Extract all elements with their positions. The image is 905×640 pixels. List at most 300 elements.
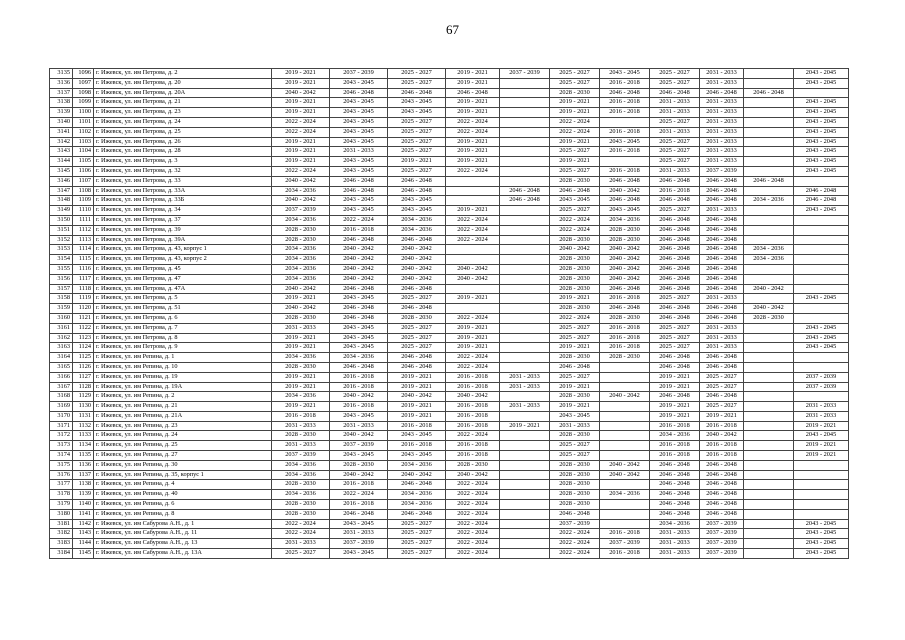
period-cell: 2043 - 2045: [388, 98, 446, 108]
period-cell: 2028 - 2030: [550, 176, 600, 186]
period-cell: 2046 - 2048: [650, 235, 700, 245]
period-cell: [600, 431, 650, 441]
address-cell: г. Ижевск, ул. им Репина, д. 1: [94, 353, 272, 363]
period-cell: 2019 - 2021: [388, 372, 446, 382]
period-cell: [500, 451, 550, 461]
period-cell: 2019 - 2021: [700, 411, 744, 421]
address-cell: г. Ижевск, ул. им Сабурова А.Н., д. 13А: [94, 549, 272, 559]
item-number-cell: 1114: [73, 245, 94, 255]
period-cell: 2046 - 2048: [650, 490, 700, 500]
period-cell: 2046 - 2048: [550, 509, 600, 519]
period-cell: 2037 - 2039: [330, 539, 388, 549]
period-cell: [794, 362, 849, 372]
period-cell: [500, 147, 550, 157]
schedule-table: [49, 68, 849, 559]
period-cell: 2046 - 2048: [550, 186, 600, 196]
period-cell: 2043 - 2045: [600, 206, 650, 216]
row-number-cell: 3164: [50, 353, 73, 363]
period-cell: 2046 - 2048: [650, 264, 700, 274]
period-cell: [446, 245, 500, 255]
period-cell: [600, 500, 650, 510]
row-number-cell: 3137: [50, 88, 73, 98]
table-row: [50, 519, 849, 529]
period-cell: 2034 - 2036: [744, 245, 794, 255]
period-cell: [744, 264, 794, 274]
period-cell: 2034 - 2036: [744, 196, 794, 206]
period-cell: [794, 392, 849, 402]
address-cell: г. Ижевск, ул. им Петрова, д. 7: [94, 323, 272, 333]
period-cell: 2019 - 2021: [446, 147, 500, 157]
table-row: [50, 255, 849, 265]
address-cell: г. Ижевск, ул. им Репина, д. 27: [94, 451, 272, 461]
row-number-cell: 3156: [50, 274, 73, 284]
period-cell: 2022 - 2024: [446, 166, 500, 176]
period-cell: [600, 519, 650, 529]
period-cell: 2046 - 2048: [650, 509, 700, 519]
period-cell: 2043 - 2045: [600, 137, 650, 147]
period-cell: [744, 500, 794, 510]
period-cell: 2025 - 2027: [550, 147, 600, 157]
row-number-cell: 3160: [50, 313, 73, 323]
row-number-cell: 3179: [50, 500, 73, 510]
period-cell: 2022 - 2024: [446, 117, 500, 127]
period-cell: [500, 529, 550, 539]
period-cell: 2022 - 2024: [272, 117, 330, 127]
period-cell: 2028 - 2030: [330, 460, 388, 470]
period-cell: 2046 - 2048: [700, 245, 744, 255]
row-number-cell: 3172: [50, 431, 73, 441]
row-number-cell: 3152: [50, 235, 73, 245]
item-number-cell: 1113: [73, 235, 94, 245]
address-cell: г. Ижевск, ул. им Репина, д. 21: [94, 402, 272, 412]
period-cell: [794, 480, 849, 490]
row-number-cell: 3161: [50, 323, 73, 333]
period-cell: 2034 - 2036: [272, 460, 330, 470]
period-cell: 2046 - 2048: [700, 196, 744, 206]
period-cell: 2025 - 2027: [550, 206, 600, 216]
period-cell: 2019 - 2021: [272, 402, 330, 412]
period-cell: 2046 - 2048: [744, 176, 794, 186]
period-cell: 2019 - 2021: [388, 411, 446, 421]
period-cell: 2040 - 2042: [600, 186, 650, 196]
period-cell: 2019 - 2021: [272, 333, 330, 343]
table-row: [50, 225, 849, 235]
period-cell: 2016 - 2018: [700, 441, 744, 451]
address-cell: г. Ижевск, ул. им Сабурова А.Н., д. 11: [94, 529, 272, 539]
period-cell: 2022 - 2024: [272, 166, 330, 176]
row-number-cell: 3176: [50, 470, 73, 480]
table-row: [50, 147, 849, 157]
table-row: [50, 108, 849, 118]
period-cell: 2046 - 2048: [388, 480, 446, 490]
period-cell: 2025 - 2027: [388, 166, 446, 176]
period-cell: [744, 460, 794, 470]
period-cell: 2016 - 2018: [600, 78, 650, 88]
period-cell: 2022 - 2024: [446, 127, 500, 137]
period-cell: 2040 - 2042: [388, 255, 446, 265]
period-cell: 2040 - 2042: [744, 284, 794, 294]
period-cell: [600, 402, 650, 412]
address-cell: г. Ижевск, ул. им Петрова, д. 37: [94, 215, 272, 225]
table-row: [50, 157, 849, 167]
period-cell: [794, 88, 849, 98]
address-cell: г. Ижевск, ул. им Петрова, д. 34: [94, 206, 272, 216]
period-cell: 2019 - 2021: [272, 108, 330, 118]
period-cell: [744, 274, 794, 284]
address-cell: г. Ижевск, ул. им Петрова, д. 28: [94, 147, 272, 157]
period-cell: 2028 - 2030: [272, 362, 330, 372]
table-row: [50, 264, 849, 274]
period-cell: 2031 - 2033: [700, 206, 744, 216]
period-cell: 2028 - 2030: [272, 480, 330, 490]
period-cell: 2034 - 2036: [272, 490, 330, 500]
period-cell: 2046 - 2048: [650, 215, 700, 225]
period-cell: 2043 - 2045: [330, 98, 388, 108]
period-cell: [600, 382, 650, 392]
row-number-cell: 3166: [50, 372, 73, 382]
period-cell: 2040 - 2042: [272, 176, 330, 186]
row-number-cell: 3177: [50, 480, 73, 490]
row-number-cell: 3178: [50, 490, 73, 500]
page-number: 67: [446, 22, 459, 37]
period-cell: 2028 - 2030: [550, 490, 600, 500]
period-cell: [794, 215, 849, 225]
address-cell: г. Ижевск, ул. им Репина, д. 40: [94, 490, 272, 500]
period-cell: 2019 - 2021: [388, 382, 446, 392]
period-cell: 2019 - 2021: [388, 402, 446, 412]
period-cell: [500, 500, 550, 510]
period-cell: [500, 157, 550, 167]
period-cell: 2043 - 2045: [794, 519, 849, 529]
period-cell: 2040 - 2042: [600, 264, 650, 274]
item-number-cell: 1126: [73, 362, 94, 372]
period-cell: 2025 - 2027: [650, 206, 700, 216]
period-cell: 2031 - 2033: [794, 411, 849, 421]
row-number-cell: 3183: [50, 539, 73, 549]
period-cell: [744, 480, 794, 490]
period-cell: 2031 - 2033: [700, 98, 744, 108]
period-cell: [744, 166, 794, 176]
row-number-cell: 3154: [50, 255, 73, 265]
period-cell: 2022 - 2024: [446, 313, 500, 323]
period-cell: 2046 - 2048: [550, 362, 600, 372]
period-cell: 2037 - 2039: [330, 69, 388, 79]
item-number-cell: 1136: [73, 460, 94, 470]
period-cell: 2025 - 2027: [388, 117, 446, 127]
period-cell: [500, 323, 550, 333]
period-cell: 2022 - 2024: [272, 529, 330, 539]
period-cell: 2034 - 2036: [744, 255, 794, 265]
address-cell: г. Ижевск, ул. им Петрова, д. 8: [94, 333, 272, 343]
table-row: [50, 294, 849, 304]
period-cell: 2040 - 2042: [600, 245, 650, 255]
period-cell: [744, 451, 794, 461]
period-cell: 2046 - 2048: [330, 88, 388, 98]
period-cell: 2028 - 2030: [550, 500, 600, 510]
item-number-cell: 1144: [73, 539, 94, 549]
period-cell: 2034 - 2036: [388, 490, 446, 500]
address-cell: г. Ижевск, ул. им Репина, д. 8: [94, 509, 272, 519]
period-cell: 2043 - 2045: [794, 333, 849, 343]
period-cell: 2025 - 2027: [388, 549, 446, 559]
period-cell: 2046 - 2048: [330, 509, 388, 519]
period-cell: [744, 549, 794, 559]
item-number-cell: 1140: [73, 500, 94, 510]
period-cell: 2043 - 2045: [330, 411, 388, 421]
period-cell: 2046 - 2048: [744, 88, 794, 98]
period-cell: 2031 - 2033: [650, 529, 700, 539]
period-cell: 2019 - 2021: [272, 294, 330, 304]
table-row: [50, 500, 849, 510]
period-cell: 2043 - 2045: [794, 127, 849, 137]
period-cell: 2022 - 2024: [330, 490, 388, 500]
period-cell: 2043 - 2045: [330, 137, 388, 147]
address-cell: г. Ижевск, ул. им Петрова, д. 5: [94, 294, 272, 304]
period-cell: [500, 78, 550, 88]
period-cell: 2046 - 2048: [700, 274, 744, 284]
period-cell: 2046 - 2048: [330, 304, 388, 314]
period-cell: [500, 255, 550, 265]
row-number-cell: 3158: [50, 294, 73, 304]
period-cell: 2019 - 2021: [794, 441, 849, 451]
period-cell: 2019 - 2021: [550, 343, 600, 353]
period-cell: 2031 - 2033: [700, 69, 744, 79]
period-cell: 2043 - 2045: [794, 539, 849, 549]
period-cell: 2028 - 2030: [550, 304, 600, 314]
table-row: [50, 411, 849, 421]
period-cell: 2025 - 2027: [388, 127, 446, 137]
period-cell: 2031 - 2033: [700, 333, 744, 343]
period-cell: [600, 451, 650, 461]
address-cell: г. Ижевск, ул. им Репина, д. 19А: [94, 382, 272, 392]
period-cell: 2046 - 2048: [700, 255, 744, 265]
row-number-cell: 3157: [50, 284, 73, 294]
row-number-cell: 3169: [50, 402, 73, 412]
period-cell: [744, 509, 794, 519]
period-cell: 2043 - 2045: [330, 333, 388, 343]
period-cell: 2043 - 2045: [330, 78, 388, 88]
period-cell: 2016 - 2018: [330, 225, 388, 235]
row-number-cell: 3184: [50, 549, 73, 559]
period-cell: 2019 - 2021: [446, 137, 500, 147]
table-row: [50, 274, 849, 284]
period-cell: 2031 - 2033: [700, 294, 744, 304]
period-cell: [744, 69, 794, 79]
period-cell: 2025 - 2027: [388, 519, 446, 529]
period-cell: 2031 - 2033: [650, 539, 700, 549]
period-cell: 2043 - 2045: [550, 196, 600, 206]
period-cell: 2028 - 2030: [550, 480, 600, 490]
period-cell: [794, 500, 849, 510]
address-cell: г. Ижевск, ул. им Петрова, д. 33А: [94, 186, 272, 196]
period-cell: 2040 - 2042: [446, 264, 500, 274]
address-cell: г. Ижевск, ул. им Репина, д. 30: [94, 460, 272, 470]
period-cell: 2043 - 2045: [794, 69, 849, 79]
row-number-cell: 3147: [50, 186, 73, 196]
period-cell: [600, 509, 650, 519]
period-cell: 2043 - 2045: [330, 451, 388, 461]
item-number-cell: 1112: [73, 225, 94, 235]
period-cell: 2046 - 2048: [330, 176, 388, 186]
period-cell: 2028 - 2030: [550, 353, 600, 363]
table-row: [50, 470, 849, 480]
period-cell: 2025 - 2027: [550, 441, 600, 451]
period-cell: 2022 - 2024: [446, 539, 500, 549]
period-cell: [500, 509, 550, 519]
item-number-cell: 1145: [73, 549, 94, 559]
period-cell: 2043 - 2045: [794, 98, 849, 108]
period-cell: 2025 - 2027: [650, 343, 700, 353]
period-cell: [744, 372, 794, 382]
period-cell: 2022 - 2024: [446, 362, 500, 372]
period-cell: 2046 - 2048: [600, 284, 650, 294]
period-cell: [600, 362, 650, 372]
period-cell: 2043 - 2045: [600, 69, 650, 79]
address-cell: г. Ижевск, ул. им Петрова, д. 45: [94, 264, 272, 274]
period-cell: 2016 - 2018: [600, 549, 650, 559]
period-cell: 2046 - 2048: [650, 196, 700, 206]
period-cell: 2046 - 2048: [500, 186, 550, 196]
item-number-cell: 1121: [73, 313, 94, 323]
period-cell: 2034 - 2036: [600, 490, 650, 500]
period-cell: [600, 421, 650, 431]
period-cell: [500, 108, 550, 118]
period-cell: 2040 - 2042: [446, 274, 500, 284]
period-cell: 2016 - 2018: [600, 166, 650, 176]
period-cell: 2016 - 2018: [600, 294, 650, 304]
row-number-cell: 3139: [50, 108, 73, 118]
period-cell: 2043 - 2045: [330, 196, 388, 206]
period-cell: 2043 - 2045: [794, 147, 849, 157]
item-number-cell: 1138: [73, 480, 94, 490]
period-cell: 2031 - 2033: [700, 157, 744, 167]
period-cell: 2025 - 2027: [650, 157, 700, 167]
period-cell: 2043 - 2045: [388, 108, 446, 118]
period-cell: 2046 - 2048: [600, 196, 650, 206]
address-cell: г. Ижевск, ул. им Репина, д. 6: [94, 500, 272, 510]
period-cell: [794, 460, 849, 470]
period-cell: 2022 - 2024: [550, 215, 600, 225]
period-cell: [500, 176, 550, 186]
item-number-cell: 1142: [73, 519, 94, 529]
period-cell: 2034 - 2036: [272, 245, 330, 255]
period-cell: 2043 - 2045: [330, 117, 388, 127]
period-cell: 2040 - 2042: [330, 431, 388, 441]
period-cell: [500, 392, 550, 402]
period-cell: 2019 - 2021: [272, 157, 330, 167]
period-cell: 2028 - 2030: [550, 255, 600, 265]
period-cell: 2046 - 2048: [700, 470, 744, 480]
period-cell: 2031 - 2033: [650, 549, 700, 559]
address-cell: г. Ижевск, ул. им Сабурова А.Н., д. 13: [94, 539, 272, 549]
period-cell: 2031 - 2033: [700, 147, 744, 157]
period-cell: 2046 - 2048: [700, 362, 744, 372]
item-number-cell: 1116: [73, 264, 94, 274]
period-cell: [500, 549, 550, 559]
period-cell: 2046 - 2048: [700, 490, 744, 500]
period-cell: 2040 - 2042: [330, 264, 388, 274]
period-cell: [500, 470, 550, 480]
period-cell: 2031 - 2033: [330, 421, 388, 431]
period-cell: 2043 - 2045: [388, 206, 446, 216]
period-cell: 2022 - 2024: [550, 529, 600, 539]
period-cell: 2016 - 2018: [330, 372, 388, 382]
item-number-cell: 1109: [73, 196, 94, 206]
period-cell: 2040 - 2042: [330, 245, 388, 255]
period-cell: [500, 88, 550, 98]
period-cell: 2034 - 2036: [272, 186, 330, 196]
period-cell: 2046 - 2048: [700, 313, 744, 323]
period-cell: 2016 - 2018: [446, 402, 500, 412]
address-cell: г. Ижевск, ул. им Петрова, д. 39А: [94, 235, 272, 245]
period-cell: [446, 304, 500, 314]
period-cell: 2046 - 2048: [650, 313, 700, 323]
period-cell: 2046 - 2048: [330, 362, 388, 372]
address-cell: г. Ижевск, ул. им Петрова, д. 47А: [94, 284, 272, 294]
period-cell: 2028 - 2030: [272, 235, 330, 245]
period-cell: 2016 - 2018: [650, 421, 700, 431]
period-cell: [744, 323, 794, 333]
period-cell: 2031 - 2033: [330, 529, 388, 539]
period-cell: 2046 - 2048: [700, 186, 744, 196]
period-cell: 2025 - 2027: [388, 137, 446, 147]
table-row: [50, 460, 849, 470]
period-cell: 2046 - 2048: [650, 500, 700, 510]
item-number-cell: 1127: [73, 372, 94, 382]
period-cell: 2037 - 2039: [700, 519, 744, 529]
table-row: [50, 392, 849, 402]
period-cell: 2028 - 2030: [600, 353, 650, 363]
period-cell: 2025 - 2027: [550, 78, 600, 88]
table-row: [50, 69, 849, 79]
period-cell: [500, 215, 550, 225]
period-cell: [446, 186, 500, 196]
period-cell: 2046 - 2048: [700, 264, 744, 274]
period-cell: 2025 - 2027: [272, 549, 330, 559]
table-row: [50, 127, 849, 137]
row-number-cell: 3174: [50, 451, 73, 461]
row-number-cell: 3159: [50, 304, 73, 314]
period-cell: 2019 - 2021: [550, 137, 600, 147]
period-cell: 2046 - 2048: [794, 196, 849, 206]
period-cell: 2025 - 2027: [650, 69, 700, 79]
period-cell: [500, 206, 550, 216]
address-cell: г. Ижевск, ул. им Петрова, д. 43, корпус 1: [94, 245, 272, 255]
period-cell: 2031 - 2033: [330, 147, 388, 157]
item-number-cell: 1141: [73, 509, 94, 519]
address-cell: г. Ижевск, ул. им Петрова, д. 3: [94, 157, 272, 167]
period-cell: 2046 - 2048: [388, 509, 446, 519]
period-cell: [446, 284, 500, 294]
period-cell: 2025 - 2027: [550, 451, 600, 461]
period-cell: 2025 - 2027: [700, 372, 744, 382]
table-row: [50, 549, 849, 559]
period-cell: 2040 - 2042: [330, 392, 388, 402]
period-cell: 2040 - 2042: [388, 470, 446, 480]
period-cell: 2016 - 2018: [330, 500, 388, 510]
period-cell: [794, 235, 849, 245]
period-cell: 2046 - 2048: [388, 88, 446, 98]
period-cell: [500, 490, 550, 500]
period-cell: 2016 - 2018: [600, 343, 650, 353]
period-cell: 2031 - 2033: [500, 382, 550, 392]
period-cell: 2019 - 2021: [550, 382, 600, 392]
period-cell: 2046 - 2048: [794, 186, 849, 196]
period-cell: 2046 - 2048: [330, 284, 388, 294]
period-cell: 2037 - 2039: [700, 166, 744, 176]
period-cell: 2022 - 2024: [446, 235, 500, 245]
period-cell: 2046 - 2048: [650, 304, 700, 314]
